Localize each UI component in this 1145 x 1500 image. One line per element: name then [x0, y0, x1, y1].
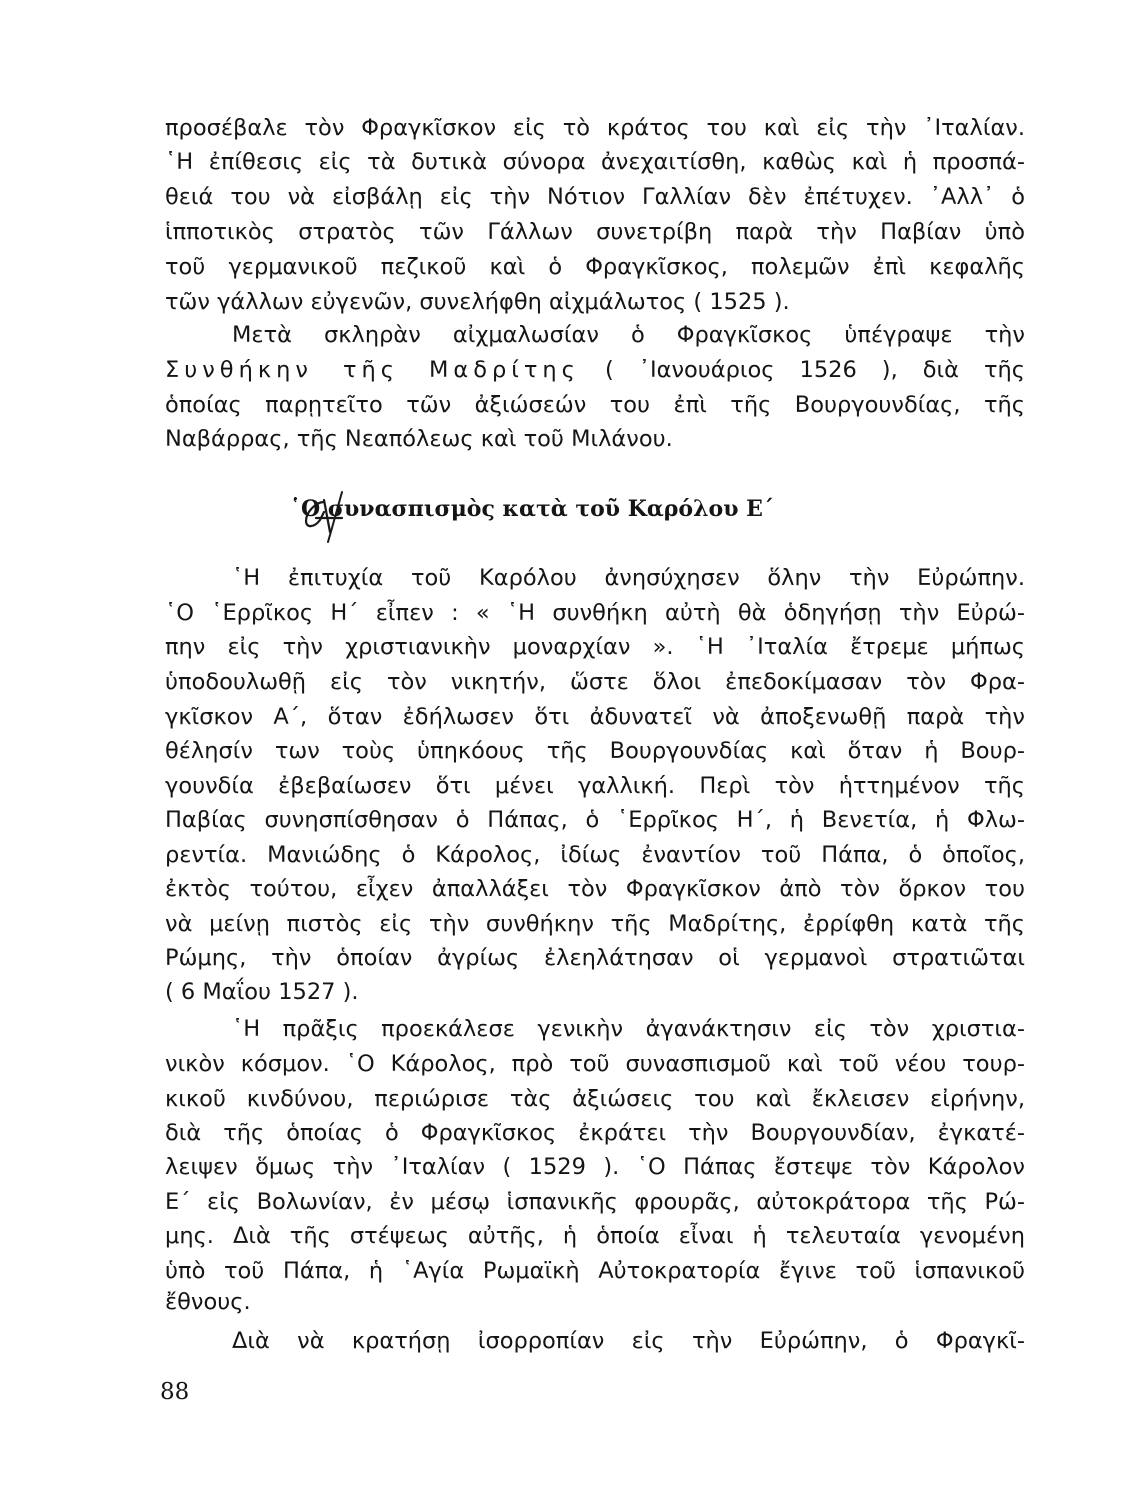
text-line: τῶν γάλλων εὐγενῶν, συνελήφθη αἰχμάλωτος ( 1525 ). — [165, 289, 790, 315]
page-number: 88 — [160, 1379, 190, 1405]
text-line: θέλησίν των τοὺς ὑπηκόους τῆς Βουργουνδίας καὶ ὅταν ἡ Βουρ- — [165, 738, 1025, 764]
text-line: κικοῦ κινδύνου, περιώρισε τὰς ἀξιώσεις του καὶ ἔκλεισεν εἰρήνην, — [165, 1086, 1025, 1112]
text-line: Διὰ νὰ κρατήσῃ ἰσορροπίαν εἰς τὴν Εὐρώπην, ὁ Φραγκῖ- — [232, 1328, 1025, 1354]
text-line — [165, 353, 1025, 387]
text-line: ὁποίας παρῃτεῖτο τῶν ἀξιώσεών του ἐπὶ τῆς Βουργουνδίας, τῆς — [165, 392, 1025, 418]
text-line: νικὸν κόσμον. ῾Ο Κάρολος, πρὸ τοῦ συνασπισμοῦ καὶ τοῦ νέου τουρ- — [165, 1051, 1025, 1077]
text-line: θειά του νὰ εἰσβάλῃ εἰς τὴν Νότιον Γαλλίαν δὲν ἐπέτυχεν. ᾿Αλλ᾿ ὁ — [165, 184, 1025, 210]
text-line: ἱπποτικὸς στρατὸς τῶν Γάλλων συνετρίβη παρὰ τὴν Παβίαν ὑπὸ — [165, 219, 1025, 245]
text-line: Παβίας συνησπίσθησαν ὁ Πάπας, ὁ ῾Ερρῖκος Η΄, ἡ Βενετία, ἡ Φλω- — [165, 807, 1025, 833]
text-line: ( 6 Μαΐου 1527 ). — [165, 979, 359, 1005]
text-line: ἔθνους. — [165, 1289, 251, 1315]
text-line: ρεντία. Μανιώδης ὁ Κάρολος, ἰδίως ἐναντίον τοῦ Πάπα, ὁ ὁποῖος, — [165, 842, 1025, 868]
text-line: Ρώμης, τὴν ὁποίαν ἀγρίως ἐλεηλάτησαν οἱ γερμανοὶ στρατιῶται — [165, 945, 1025, 971]
text-line: ῾Η ἐπιτυχία τοῦ Καρόλου ἀνησύχησεν ὅλην τὴν Εὐρώπην. — [232, 565, 1025, 591]
text-line: Μετὰ σκληρὰν αἰχμαλωσίαν ὁ Φραγκῖσκος ὑπέγραψε τὴν — [232, 322, 1025, 348]
treaty-date: ( ᾿Ιανουάριος 1526 ), διὰ τῆς — [604, 357, 1026, 383]
text-line: γκῖσκον Α΄, ὅταν ἐδήλωσεν ὅτι ἀδυνατεῖ νὰ ἀποξενωθῇ παρὰ τὴν — [165, 704, 1025, 730]
text-line: λειψεν ὅμως τὴν ᾿Ιταλίαν ( 1529 ). ῾Ο Πάπας ἔστεψε τὸν Κάρολον — [165, 1154, 1025, 1180]
text-line: προσέβαλε τὸν Φραγκῖσκον εἰς τὸ κράτος του καὶ εἰς τὴν ᾿Ιταλίαν. — [165, 115, 1025, 141]
text-line: ῾Η πρᾶξις προεκάλεσε γενικὴν ἀγανάκτησιν εἰς τὸν χριστια- — [232, 1016, 1025, 1042]
text-line: ῾Η ἐπίθεσις εἰς τὰ δυτικὰ σύνορα ἀνεχαιτίσθη, καθὼς καὶ ἡ προσπά- — [165, 149, 1025, 175]
text-line: πην εἰς τὴν χριστιανικὴν μοναρχίαν ». ῾Η ᾿Ιταλία ἔτρεμε μήπως — [165, 634, 1025, 660]
text-line: ῾Ο ῾Ερρῖκος Η΄ εἶπεν : « ῾Η συνθήκη αὐτὴ θὰ ὁδηγήσῃ τὴν Εὐρώ- — [165, 600, 1025, 626]
text-line: τοῦ γερμανικοῦ πεζικοῦ καὶ ὁ Φραγκῖσκος, πολεμῶν ἐπὶ κεφαλῆς — [165, 254, 1025, 280]
text-line: ὑπὸ τοῦ Πάπα, ἡ ῾Αγία Ρωμαϊκὴ Αὐτοκρατορία ἔγινε τοῦ ἱσπανικοῦ — [165, 1258, 1025, 1284]
text-line: Ε΄ εἰς Βολωνίαν, ἐν μέσῳ ἱσπανικῆς φρουρᾶς, αὐτοκράτορα τῆς Ρώ- — [165, 1189, 1025, 1215]
section-heading: ῾Ο συνασπισμὸς κατὰ τοῦ Καρόλου Ε΄ — [290, 496, 774, 522]
text-line: ὑποδουλωθῇ εἰς τὸν νικητήν, ὥστε ὅλοι ἐπεδοκίμασαν τὸν Φρα- — [165, 669, 1025, 695]
text-line: ἐκτὸς τούτου, εἶχεν ἀπαλλάξει τὸν Φραγκῖσκον ἀπὸ τὸν ὅρκον του — [165, 876, 1025, 902]
text-line: Ναβάρρας, τῆς Νεαπόλεως καὶ τοῦ Μιλάνου. — [165, 426, 673, 452]
text-line: γουνδία ἐβεβαίωσεν ὅτι μένει γαλλική. Περὶ τὸν ἡττημένον τῆς — [165, 773, 1025, 799]
text-line: νὰ μείνῃ πιστὸς εἰς τὴν συνθήκην τῆς Μαδρίτης, ἐρρίφθη κατὰ τῆς — [165, 911, 1025, 937]
treaty-name: Συνθήκην τῆς Μαδρίτης — [165, 357, 580, 383]
text-line: διὰ τῆς ὁποίας ὁ Φραγκῖσκος ἐκράτει τὴν Βουργουνδίαν, ἐγκατέ- — [165, 1120, 1025, 1146]
text-line: μης. Διὰ τῆς στέψεως αὐτῆς, ἡ ὁποία εἶναι ἡ τελευταία γενομένη — [165, 1223, 1025, 1249]
